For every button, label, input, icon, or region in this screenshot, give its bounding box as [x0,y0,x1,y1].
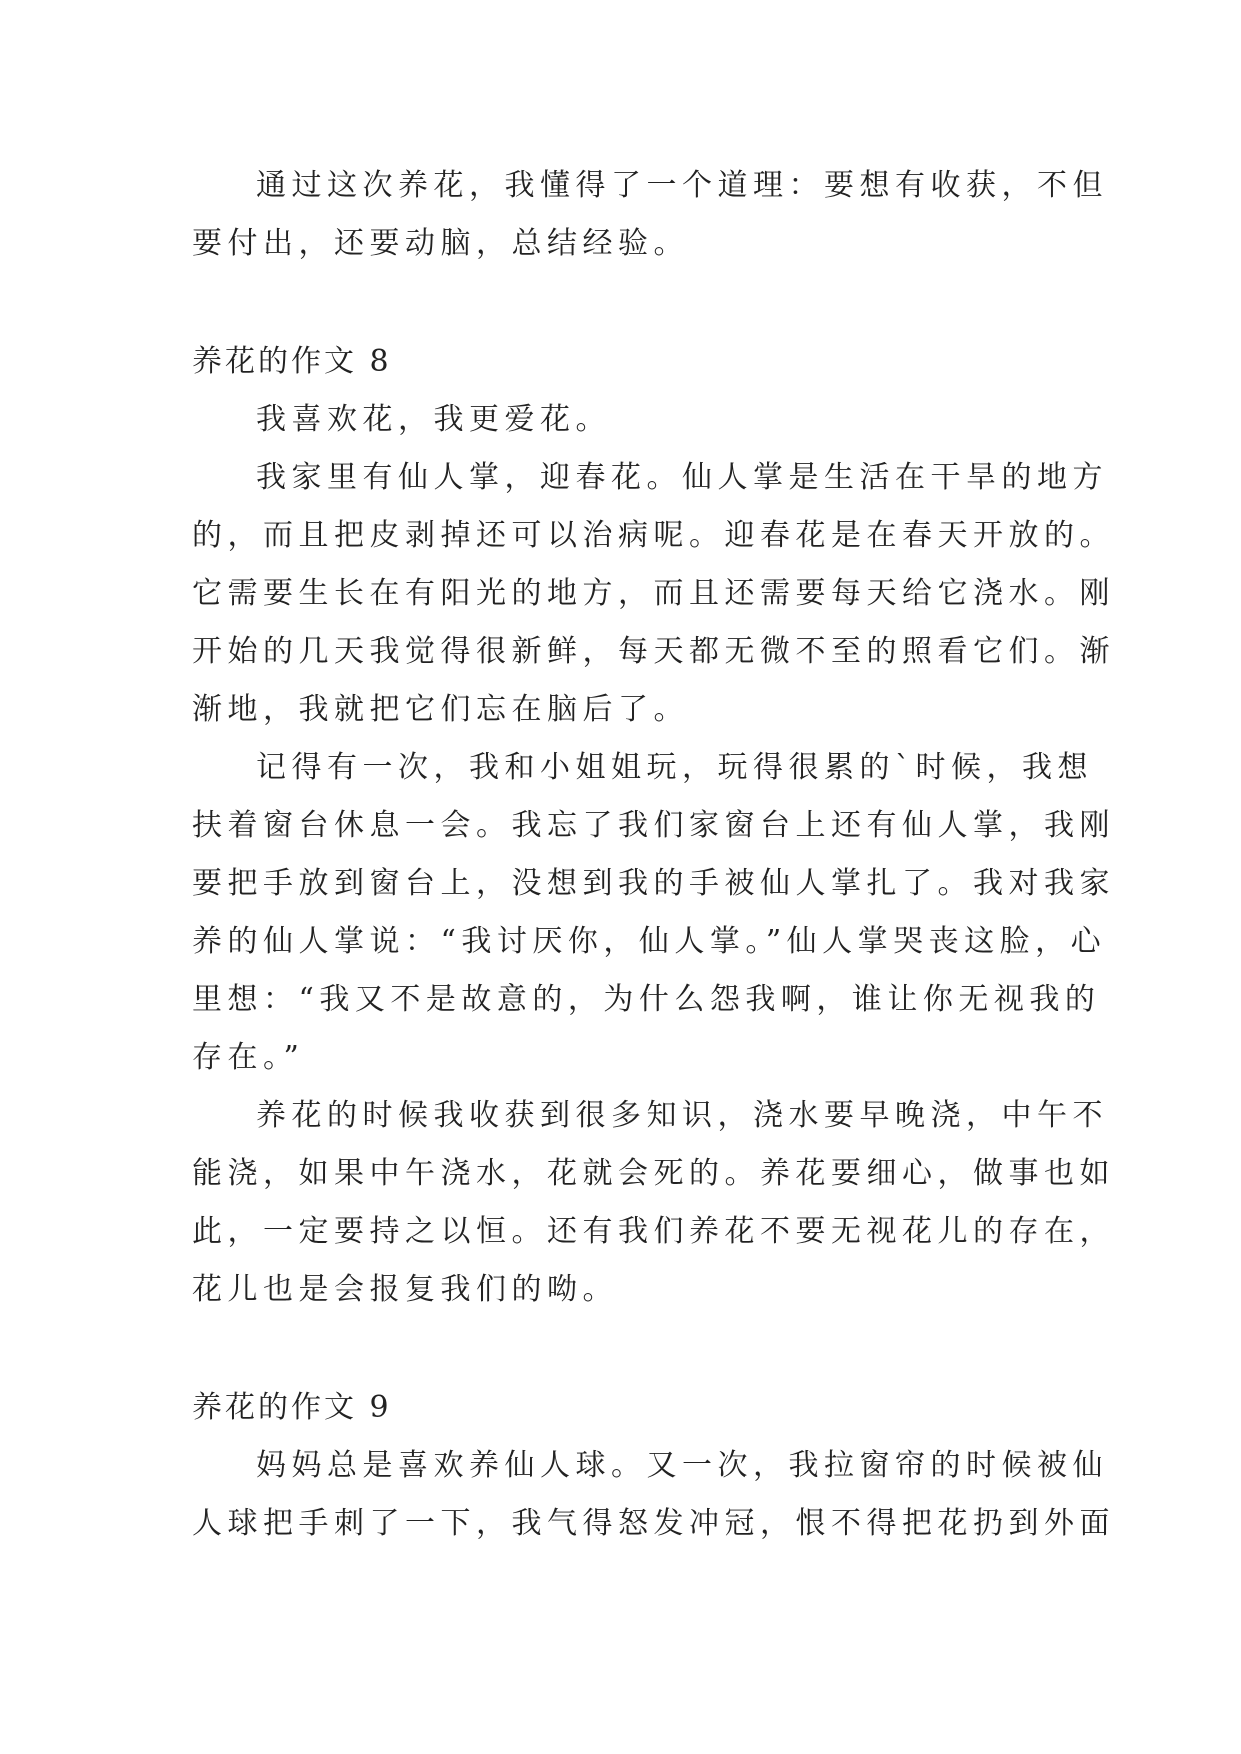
paragraph-line: 渐地，我就把它们忘在脑后了。 [192,692,689,727]
paragraph-line: 人球把手刺了一下，我气得怒发冲冠，恨不得把花扔到外面 [192,1506,1115,1541]
paragraph-line: 它需要生长在有阳光的地方，而且还需要每天给它浇水。刚 [192,576,1115,611]
paragraph-line: 我喜欢花，我更爱花。 [256,402,611,437]
paragraph-line: 我家里有仙人掌，迎春花。仙人掌是生活在干旱的地方 [256,460,1108,495]
paragraph-line: 的，而且把皮剥掉还可以治病呢。迎春花是在春天开放的。 [192,518,1115,553]
paragraph-line: 养的仙人掌说：“我讨厌你，仙人掌。”仙人掌哭丧这脸，心 [192,924,1107,959]
paragraph-line: 养花的时候我收获到很多知识，浇水要早晚浇，中午不 [256,1098,1108,1133]
section-heading: 养花的作文 9 [192,1390,392,1425]
paragraph-line: 花儿也是会报复我们的呦。 [192,1272,618,1307]
paragraph-line: 此，一定要持之以恒。还有我们养花不要无视花儿的存在， [192,1214,1115,1249]
paragraph-line: 妈妈总是喜欢养仙人球。又一次，我拉窗帘的时候被仙 [256,1448,1108,1483]
paragraph-line: 扶着窗台休息一会。我忘了我们家窗台上还有仙人掌，我刚 [192,808,1115,843]
paragraph-line: 记得有一次，我和小姐姐玩，玩得很累的`时候，我想 [256,750,1093,785]
paragraph-line: 里想：“我又不是故意的，为什么怨我啊，谁让你无视我的 [192,982,1101,1017]
section-heading: 养花的作文 8 [192,344,392,379]
paragraph-line: 能浇，如果中午浇水，花就会死的。养花要细心，做事也如 [192,1156,1115,1191]
paragraph-line: 存在。” [192,1040,305,1075]
paragraph-line: 要付出，还要动脑，总结经验。 [192,226,689,261]
paragraph-line: 要把手放到窗台上，没想到我的手被仙人掌扎了。我对我家 [192,866,1115,901]
paragraph-line: 开始的几天我觉得很新鲜，每天都无微不至的照看它们。渐 [192,634,1115,669]
paragraph-line: 通过这次养花，我懂得了一个道理：要想有收获，不但 [256,168,1108,203]
